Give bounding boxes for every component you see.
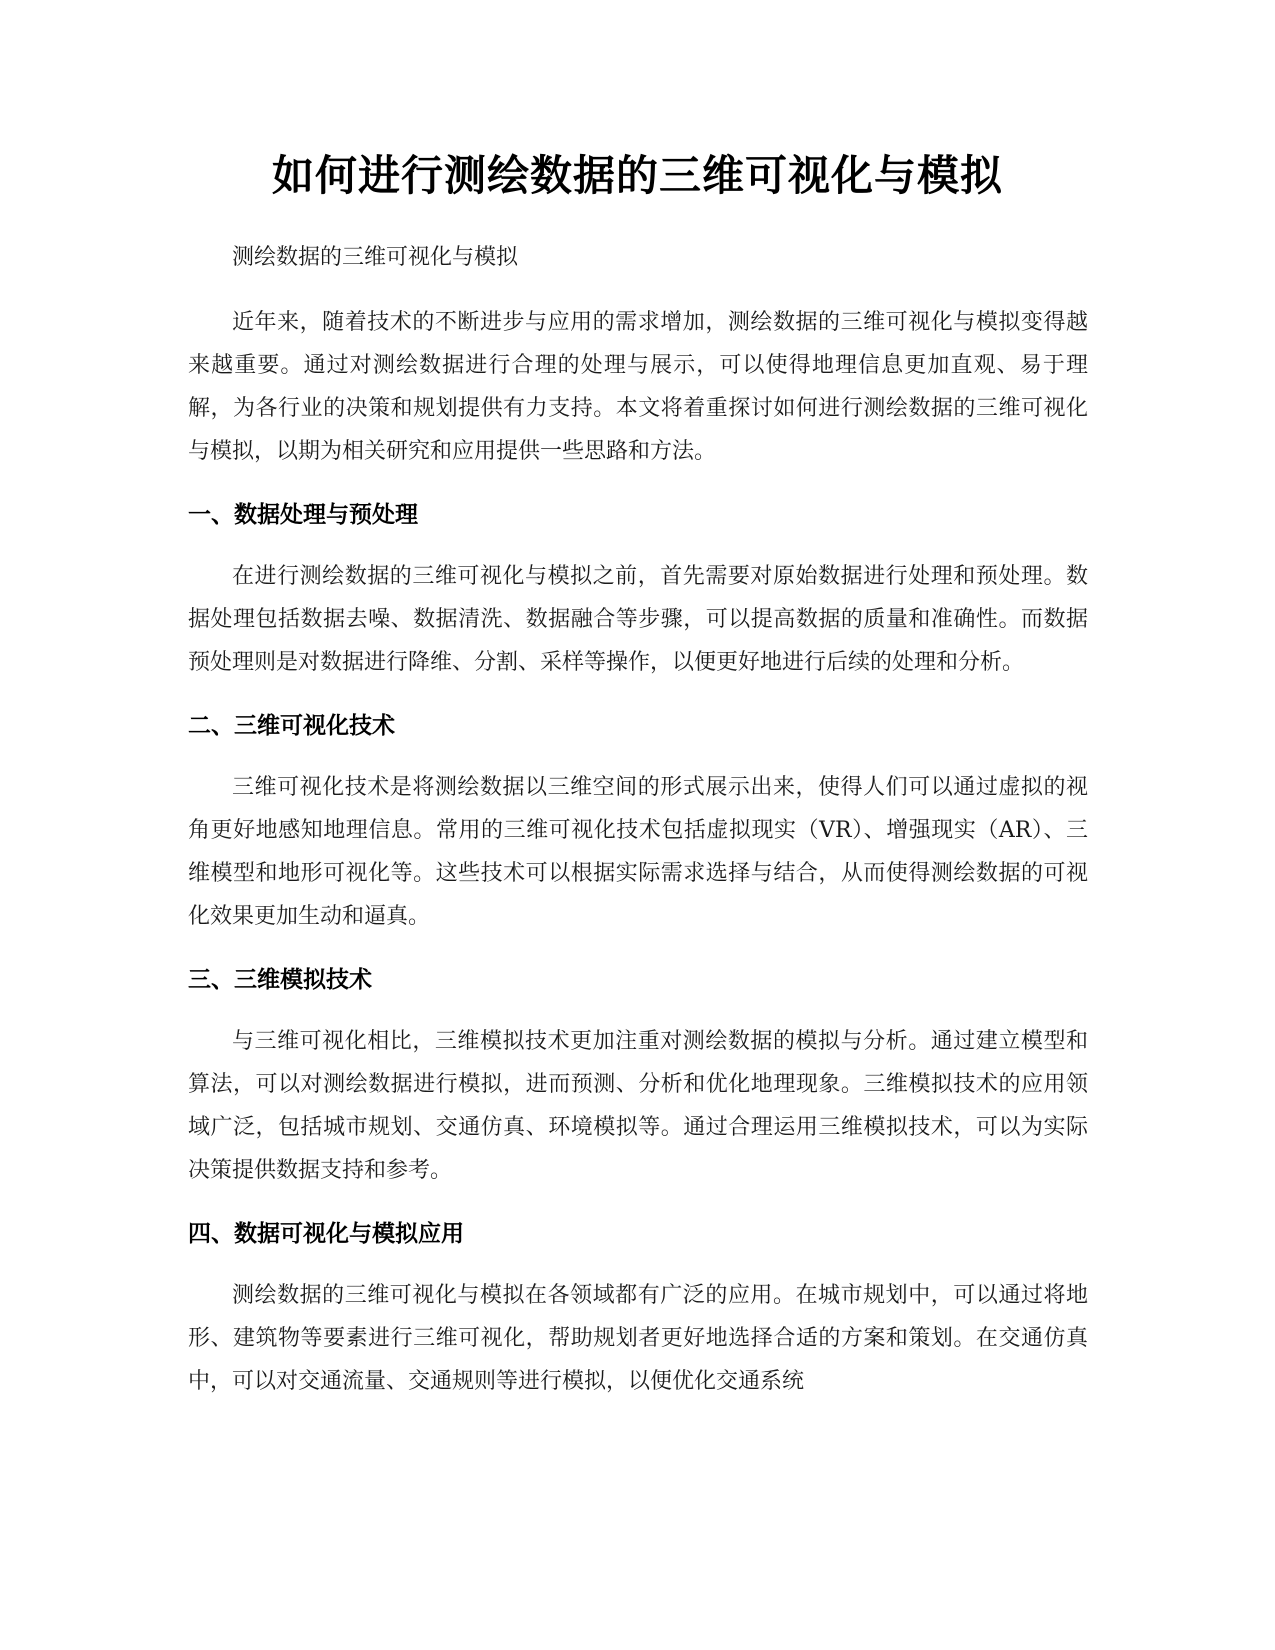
section-paragraph: 与三维可视化相比，三维模拟技术更加注重对测绘数据的模拟与分析。通过建立模型和算法，可以对测绘数据进行模拟，进而预测、分析和优化地理现象。三维模拟技术的应用领域广泛，包括城市规划、交通仿真、环境模拟等。通过合理运用三维模拟技术，可以为实际决策提供数据支持和参考。 <box>188 1029 1088 1183</box>
section-heading: 一、数据处理与预处理 <box>188 502 418 528</box>
section-paragraph: 在进行测绘数据的三维可视化与模拟之前，首先需要对原始数据进行处理和预处理。数据处理包括数据去噪、数据清洗、数据融合等步骤，可以提高数据的质量和准确性。而数据预处理则是对数据进行降维、分割、采样等操作，以便更好地进行后续的处理和分析。 <box>188 564 1088 675</box>
intro-paragraph: 近年来，随着技术的不断进步与应用的需求增加，测绘数据的三维可视化与模拟变得越来越重要。通过对测绘数据进行合理的处理与展示，可以使得地理信息更加直观、易于理解，为各行业的决策和规划提供有力支持。本文将着重探讨如何进行测绘数据的三维可视化与模拟，以期为相关研究和应用提供一些思路和方法。 <box>188 310 1088 464</box>
section-paragraph: 测绘数据的三维可视化与模拟在各领域都有广泛的应用。在城市规划中，可以通过将地形、建筑物等要素进行三维可视化，帮助规划者更好地选择合适的方案和策划。在交通仿真中，可以对交通流量、交通规则等进行模拟，以便优化交通系统 <box>188 1283 1088 1394</box>
document-body <box>188 236 1088 1425</box>
section-paragraph: 三维可视化技术是将测绘数据以三维空间的形式展示出来，使得人们可以通过虚拟的视角更好地感知地理信息。常用的三维可视化技术包括虚拟现实（VR）、增强现实（AR）、三维模型和地形可视化等。这些技术可以根据实际需求选择与结合，从而使得测绘数据的可视化效果更加生动和逼真。 <box>188 775 1088 929</box>
section-heading: 四、数据可视化与模拟应用 <box>188 1221 464 1247</box>
section-heading: 二、三维可视化技术 <box>188 713 395 739</box>
section-heading: 三、三维模拟技术 <box>188 967 372 993</box>
document-subtitle: 测绘数据的三维可视化与模拟 <box>232 245 519 270</box>
document-title: 如何进行测绘数据的三维可视化与模拟 <box>271 151 1003 200</box>
